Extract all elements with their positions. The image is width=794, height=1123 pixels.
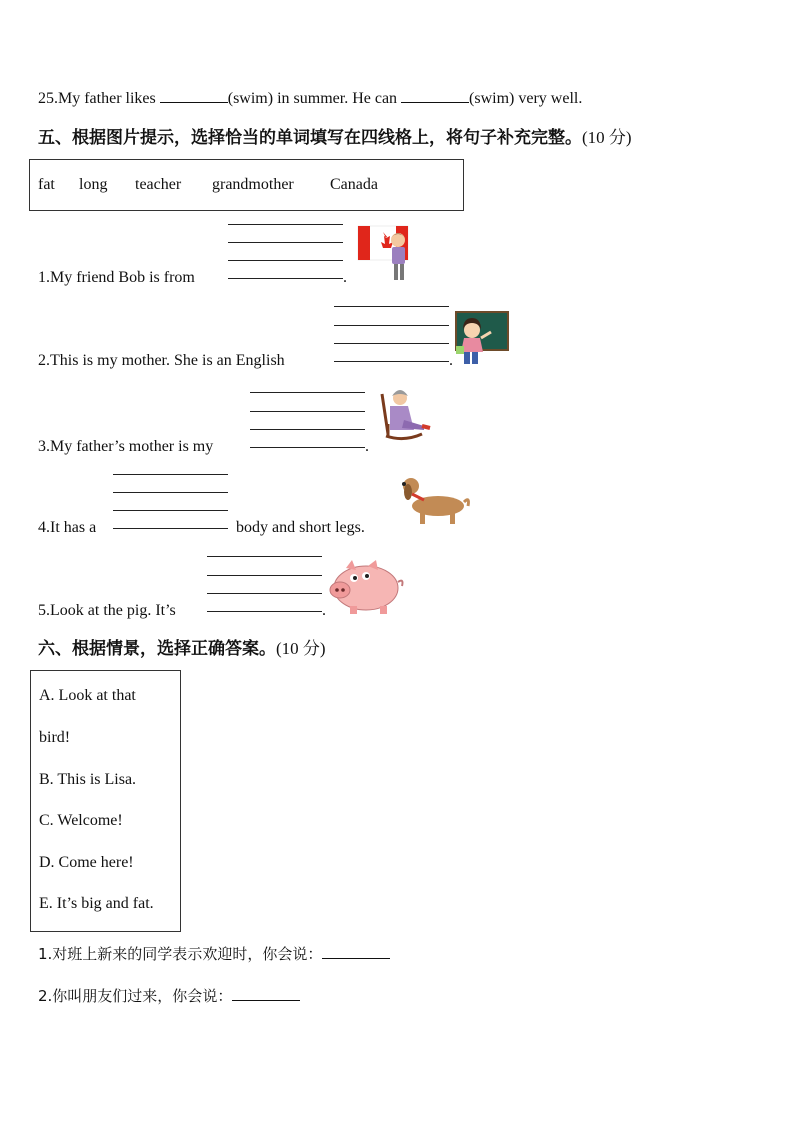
dog-icon bbox=[398, 472, 470, 532]
option-c: C. Welcome! bbox=[39, 812, 123, 829]
section-6-question-1 bbox=[38, 944, 390, 965]
option-b: B. This is Lisa. bbox=[39, 771, 137, 788]
section-5-item-2 bbox=[38, 351, 285, 371]
options-box bbox=[30, 670, 181, 932]
four-line-grid-3-line[interactable] bbox=[250, 447, 365, 448]
item-2-end: . bbox=[449, 352, 453, 369]
four-line-grid-5-line bbox=[207, 575, 322, 576]
section-5-points: (10 分) bbox=[582, 128, 632, 147]
option-a-line-1: A. Look at that bbox=[39, 687, 136, 704]
section-6-points: (10 分) bbox=[276, 639, 326, 658]
four-line-grid-2-line bbox=[334, 325, 449, 326]
word-bank-word: long bbox=[79, 176, 108, 193]
item-4-text: 4.It has a bbox=[38, 519, 97, 536]
question-25-text-2: (swim) in summer. He can bbox=[227, 90, 398, 107]
option-e: E. It’s big and fat. bbox=[39, 895, 154, 912]
four-line-grid-5-line bbox=[207, 593, 322, 594]
four-line-grid-1-line bbox=[228, 242, 343, 243]
question-1-text: 1.对班上新来的同学表示欢迎时，你会说： bbox=[38, 945, 323, 963]
answer-blank-q1[interactable] bbox=[322, 944, 390, 959]
answer-blank-q2[interactable] bbox=[232, 986, 300, 1001]
word-bank-word: teacher bbox=[135, 176, 182, 193]
answer-blank-25a[interactable] bbox=[160, 88, 228, 103]
four-line-grid-3-line bbox=[250, 411, 365, 412]
section-5-item-3 bbox=[38, 437, 213, 457]
four-line-grid-4-line bbox=[113, 492, 228, 493]
four-line-grid-2-line[interactable] bbox=[334, 361, 449, 362]
four-line-grid-3-line bbox=[250, 429, 365, 430]
option-d: D. Come here! bbox=[39, 854, 134, 871]
item-2-text: 2.This is my mother. She is an English bbox=[38, 352, 285, 369]
four-line-grid-4-line[interactable] bbox=[113, 528, 228, 529]
item-1-end: . bbox=[343, 269, 347, 286]
teacher-icon bbox=[452, 308, 510, 366]
answer-blank-25b[interactable] bbox=[401, 88, 469, 103]
section-6-question-2 bbox=[38, 986, 300, 1007]
four-line-grid-2-line bbox=[334, 343, 449, 344]
item-5-end: . bbox=[322, 602, 326, 619]
section-6-title: 六、根据情景，选择正确答案。 bbox=[38, 639, 276, 659]
question-2-text: 2.你叫朋友们过来，你会说： bbox=[38, 987, 233, 1005]
four-line-grid-5-line[interactable] bbox=[207, 611, 322, 612]
item-5-text: 5.Look at the pig. It’s bbox=[38, 602, 176, 619]
section-5-item-4 bbox=[38, 518, 96, 538]
canada-flag-boy-icon bbox=[356, 222, 418, 284]
item-4-end: body and short legs. bbox=[236, 519, 365, 536]
question-25-text-1: 25.My father likes bbox=[38, 90, 156, 107]
section-6-heading bbox=[38, 638, 326, 660]
four-line-grid-1-line[interactable] bbox=[228, 278, 343, 279]
pig-icon bbox=[324, 558, 404, 616]
question-25 bbox=[38, 88, 582, 109]
word-bank-word: grandmother bbox=[212, 176, 294, 193]
section-5-title: 五、根据图片提示，选择恰当的单词填写在四线格上，将句子补充完整。 bbox=[38, 128, 582, 148]
four-line-grid-4-line bbox=[113, 510, 228, 511]
four-line-grid-2-line bbox=[334, 306, 449, 307]
section-5-item-1 bbox=[38, 268, 195, 288]
section-5-item-5 bbox=[38, 601, 176, 621]
four-line-grid-1-line bbox=[228, 260, 343, 261]
item-3-text: 3.My father’s mother is my bbox=[38, 438, 214, 455]
item-3-end: . bbox=[365, 438, 369, 455]
four-line-grid-5-line bbox=[207, 556, 322, 557]
item-1-text: 1.My friend Bob is from bbox=[38, 269, 195, 286]
option-a-line-2: bird! bbox=[39, 729, 71, 746]
four-line-grid-3-line bbox=[250, 392, 365, 393]
question-25-text-3: (swim) very well. bbox=[469, 90, 583, 107]
four-line-grid-4-line bbox=[113, 474, 228, 475]
grandmother-icon bbox=[376, 384, 438, 446]
word-bank-box bbox=[29, 159, 464, 211]
word-bank-word: Canada bbox=[330, 176, 378, 193]
word-bank-word: fat bbox=[38, 176, 55, 193]
four-line-grid-1-line bbox=[228, 224, 343, 225]
section-5-heading bbox=[38, 127, 632, 149]
